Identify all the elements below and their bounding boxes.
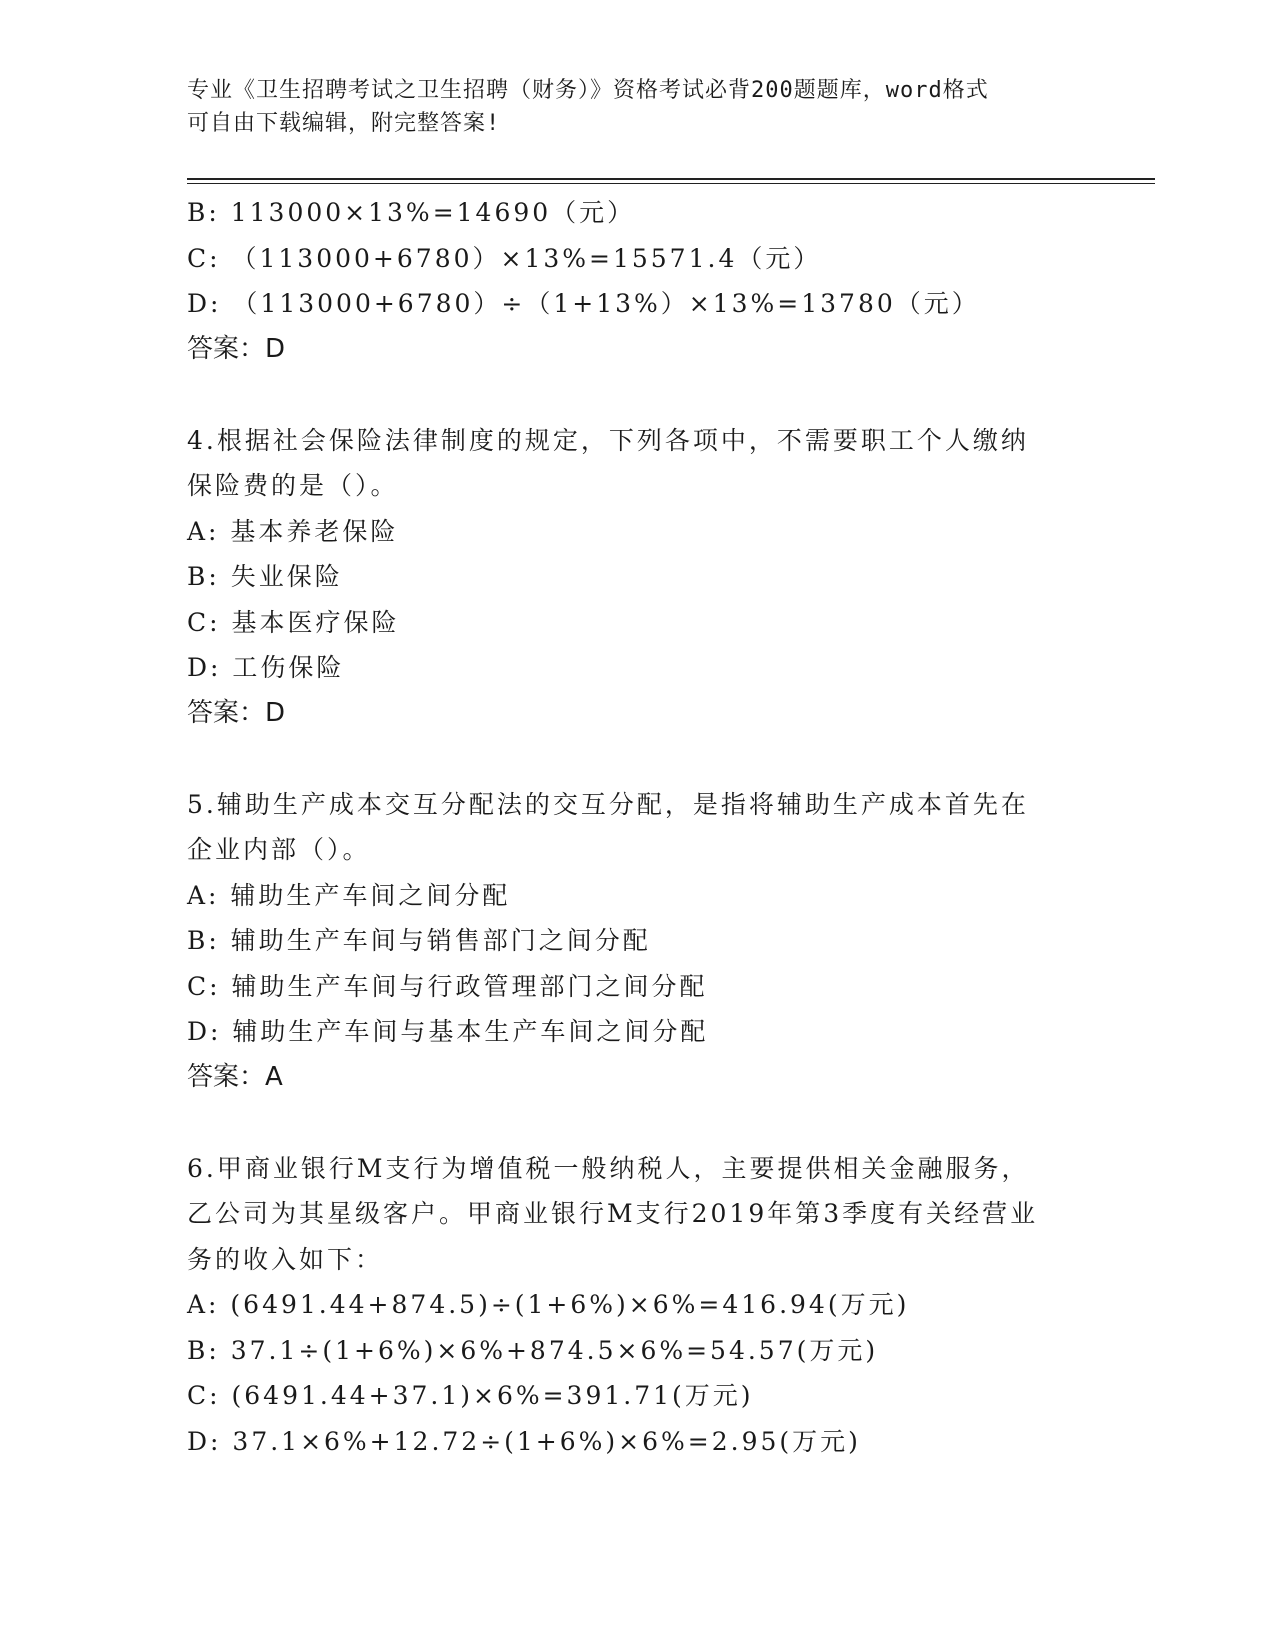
q4-option-a: A: 基本养老保险 (187, 516, 399, 546)
header-divider-thick (187, 178, 1155, 180)
q4-option-d: D: 工伤保险 (187, 653, 345, 682)
header-title-line1: 专业《卫生招聘考试之卫生招聘（财务）》资格考试必背200题题库，word格式 (187, 78, 989, 103)
header-title-line2: 可自由下载编辑，附完整答案! (187, 111, 501, 136)
question-6 (187, 1146, 1087, 1465)
q5-option-a: A: 辅助生产车间之间分配 (187, 880, 511, 910)
q4-option-c: C: 基本医疗保险 (187, 607, 400, 637)
question-4 (187, 418, 1087, 737)
q4-stem-line2: 保险费的是（）。 (187, 471, 399, 500)
q5-option-d: D: 辅助生产车间与基本生产车间之间分配 (187, 1017, 709, 1046)
q6-stem-line1: 6.甲商业银行M支行为增值税一般纳税人，主要提供相关金融服务， (187, 1153, 1030, 1183)
spacer (187, 736, 1087, 782)
question-content (187, 190, 1087, 1464)
q6-option-c: C: (6491.44+37.1)×6%=391.71(万元) (187, 1381, 754, 1410)
q6-stem-line2: 乙公司为其星级客户。甲商业银行M支行2019年第3季度有关经营业 (187, 1199, 1039, 1228)
question-5 (187, 782, 1087, 1101)
q5-option-b: B: 辅助生产车间与销售部门之间分配 (187, 926, 651, 955)
header-divider-thin (187, 183, 1155, 184)
spacer (187, 1100, 1087, 1146)
q6-option-d: D: 37.1×6%+12.72÷(1+6%)×6%=2.95(万元) (187, 1426, 861, 1456)
q5-answer: 答案：A (187, 1061, 283, 1092)
q3-option-d: D: （113000+6780）÷（1+13%）×13%=13780（元） (187, 289, 980, 318)
q4-answer: 答案：D (187, 697, 286, 728)
q5-option-c: C: 辅助生产车间与行政管理部门之间分配 (187, 971, 708, 1001)
q5-stem-line1: 5.辅助生产成本交互分配法的交互分配，是指将辅助生产成本首先在 (187, 789, 1029, 819)
spacer (187, 372, 1087, 418)
q4-option-b: B: 失业保险 (187, 562, 343, 591)
q3-option-c: C: （113000+6780）×13%=15571.4（元） (187, 243, 822, 273)
q6-option-b: B: 37.1÷(1+6%)×6%+874.5×6%=54.57(万元) (187, 1335, 879, 1365)
q4-stem-line1: 4.根据社会保险法律制度的规定，下列各项中，不需要职工个人缴纳 (187, 425, 1029, 455)
question-3 (187, 190, 1087, 372)
document-header (187, 74, 1087, 140)
q3-answer: 答案：D (187, 333, 286, 364)
q6-option-a: A: (6491.44+874.5)÷(1+6%)×6%=416.94(万元) (187, 1290, 910, 1319)
q5-stem-line2: 企业内部（）。 (187, 835, 371, 864)
q6-stem-line3: 务的收入如下： (187, 1244, 384, 1274)
q3-option-b: B: 113000×13%=14690（元） (187, 198, 636, 227)
